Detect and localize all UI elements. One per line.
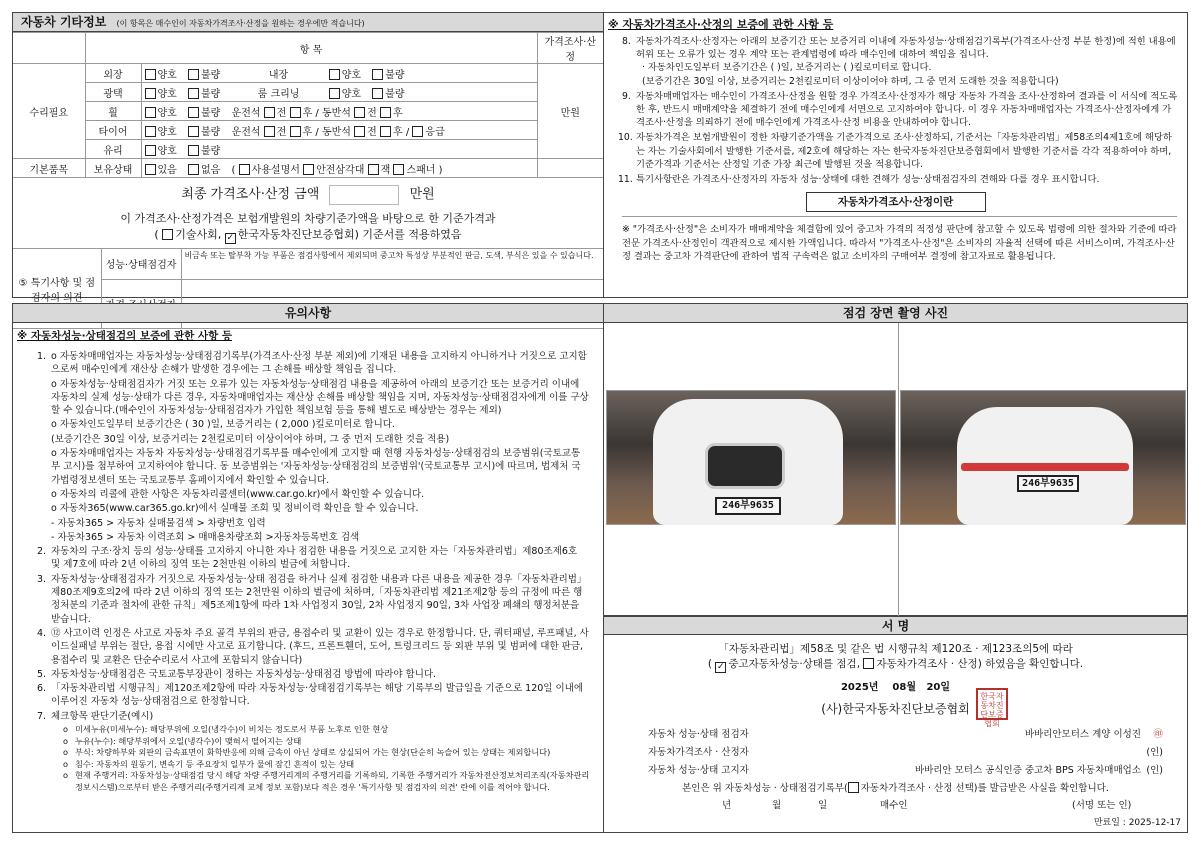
final-price-input[interactable] [329, 185, 399, 205]
signature-header: 서 명 [604, 616, 1187, 635]
note-item: o 자동차성능·상태점검자가 거짓 또는 오류가 있는 자동차성능·상태점검 내용을 제공하여 아래의 보증기간 또는 보증거리 이내에 자동차의 실제 성능·상태가 다른 경우, 자동차매매업자는 재산상 손해를 배상할 책임을 지며, 자동차성능·상태점검자에게 이를 구상할 수 있습니다.(매수인이 자동차성능·상태점검자가 가입한 책임보험 등을 통해 별도로 배상받는 경우는 제외) [51, 378, 589, 417]
buyer-row: 년 월 일 매수인 (서명 또는 인) [604, 797, 1187, 813]
photos-header: 점검 장면 촬영 사진 [604, 304, 1187, 323]
buyer-sign: (서명 또는 인) [1072, 800, 1132, 811]
note-item: 2. 자동차의 구조·장치 등의 성능·상태를 고지하지 아니한 자나 점검한 내용을 거짓으로 고지한 자는「자동차관리법」제80조제6호 및 제7호에 따라 2년 이하의 징역 또는 2천만원 이하의 벌금에 처합니다. [37, 546, 578, 571]
notes-panel [12, 303, 604, 833]
row-room-clean: 룸 크리닝 [257, 88, 300, 100]
basis-tech-checkbox[interactable] [162, 229, 173, 240]
row-own: 보유상태 [85, 159, 141, 178]
sign-performance-checkbox[interactable] [715, 662, 726, 673]
note-item: 1. o 자동차매매업자는 자동차성능·상태점검기록부(가격조사·산정 부분 제외)에 기재된 내용을 고지하지 아니하거나 거짓으로 고지함으로써 매수인에게 재산상 손해가 발생한 경우에는 그 손해를 배상할 책임을 집니다. [37, 351, 587, 376]
note-item: 4. ⑫ 사고이력 인정은 사고로 자동차 주요 골격 부위의 판금, 용접수리 및 교환이 있는 경우로 한정합니다. 단, 쿼터패널, 루프패널, 사이드실패널 부위는 절단, 용접 시에만 사고로 표기합니다. (후드, 프론트휀더, 도어, 트렁크리드 등 외판 부위 및 범퍼에 대한 판금, 용접수리 및 교환은 단순수리로서 사고에 포함되지 않습니다) [37, 627, 589, 666]
row-wheel: 휠 [85, 102, 141, 121]
criteria-item: o 부식: 차량하부와 외판의 금속표면이 화학반응에 의해 금속이 아닌 상태로 상실되어 가는 현상(단순히 녹슬어 있는 상태는 제외합니다) [63, 747, 591, 759]
exterior-good-checkbox[interactable] [145, 69, 156, 80]
note-item: (보증기간은 30일 이상, 보증거리는 2천킬로미터 이상이어야 하며, 그 중 먼저 도래한 것을 적용) [51, 433, 450, 445]
tire-driver-front-checkbox[interactable] [264, 126, 275, 137]
perf-inspector-label: 성능·상태점검자 [101, 249, 181, 280]
own-have-checkbox[interactable] [145, 164, 156, 175]
criteria-list [13, 724, 603, 793]
tire-passenger-front-checkbox[interactable] [354, 126, 365, 137]
final-price-label: 최종 가격조사·산정 금액 [181, 187, 320, 202]
wheel-driver-front-checkbox[interactable] [264, 107, 275, 118]
final-price-row [13, 184, 603, 206]
price-guarantee-title: ※ 자동차가격조사·산정의 보증에 관한 사항 등 [608, 18, 834, 31]
basis-line1: 이 가격조사·산정가격은 보험개발원의 차량기준가액을 바탕으로 한 기준가격과 [120, 212, 496, 225]
wheel-passenger-rear-checkbox[interactable] [380, 107, 391, 118]
front-car-photo [606, 390, 896, 525]
note-item: o 자동차인도일부터 보증기간은 ( 30 )일, 보증거리는 ( 2,000 )킬로미터로 합니다. [51, 419, 395, 431]
guarantee-item-8-note: (보증기간은 30일 이상, 보증거리는 2천킬로미터 이상이어야 하며, 그 중 먼저 도래한 것을 적용합니다) [642, 75, 1059, 87]
guarantee-item-8-period: · 자동차인도일부터 보증기간은 ( )일, 보증거리는 ( )킬로미터로 합니다. [642, 62, 932, 74]
panel-note: (이 항목은 매수인이 자동차가격조사·산정을 원하는 경우에만 적습니다) [116, 19, 365, 28]
row-exterior: 외장 [85, 64, 141, 83]
row-interior: 내장 [268, 69, 289, 81]
price-guarantee-panel: ※ 자동차가격조사·산정의 보증에 관한 사항 등 8. 자동차가격조사·산정자는 아래의 보증기간 또는 보증거리 이내에 자동차성능·상태점검기록부(가격조사·산정 부분 한정)에 적힌 내용에 허위 또는 오류가 있는 경우 계약 또는 관계법령에 따라 매수인에 대하여 책임을 집니다. · 자동차인도일부터 보증기간은 ( )일, 보증거리는 ( )킬로미터로 합니다. (보증기간은 30일 이상, 보증거리는 2천킬로미터 이상이어야 하며, 그 중 먼저 도래한 것을 적용합니다) 9. 자동차매매업자는 매수인이 가격조사·산정을 원할 경우 가격조사·산정자가 해당 자동차 가격을 조사·산정하여 결과를 이 서식에 적도록 한 후, 반드시 매매계약을 체결하기 전에 매수인에게 서면으로 고지하여야 합니다. 이 경우 자동차매매업자는 가격조사·산정자에게 가격조사·산정을 의뢰하기 전에 매수인에게 가격조사·산정 비용을 안내하여야 합니다. 10. 자동차가격은 보험개발원이 정한 차량기준가액을 기준가격으로 조사·산정하되, 기준서는「자동차관리법」제58조의4제1호에 해당하는 자는 기술사회에서 발행한 기준서를, 제2호에 해당하는 자는 한국자동차진단보증협회에서 발행한 기준서를 각각 적용하여야 하며, 기준가격과 기준서는 산정일 기준 가장 최근에 발행된 것을 적용합니다. 11. 특기사항란은 가격조사·산정자의 자동차 성능·상태에 대한 견해가 성능·상태점검자의 견해와 다를 경우 표시합니다. 자동차가격조사·산정이란 ※ "가격조사·산정"은 소비자가 매매계약을 체결함에 있어 중고차 가격의 적정성 판단에 참고할 수 있도록 법령에 의한 절차와 기준에 따라 전문 가격조사·산정인이 객관적으로 제시한 가액입니다. 따라서 "가격조사·산정"은 소비자의 자율적 선택에 따른 서비스이며, 가격조사·산정 결과는 중고차 가격판단에 관하여 법적 구속력은 없고 소비자의 구매여부 결정에 참고자료로 활용됩니다. [604, 12, 1188, 298]
front-license-plate: 246부9635 [715, 497, 781, 515]
sign-row: 자동차가격조사 · 산정자 (인) [604, 742, 1187, 760]
glass-good-checkbox[interactable] [145, 145, 156, 156]
interior-good-checkbox[interactable] [329, 69, 340, 80]
note-item: o 자동차매매업자는 자동차 자동차성능·상태점검기록부를 매수인에게 고지할 때 현행 자동차성능·상태점검의 보증범위(국토교통부 고시)를 첨부하여 고지하여야 합니다. 동 보증범위는 '자동차성능·상태점검의 보증범위'(국토교통부 고시)에 따르며, 법제처 국가법령정보센터 또는 국토교통부 홈페이지에서 확인할 수 있습니다. [51, 448, 581, 486]
criteria-item: o 침수: 자동차의 원동기, 변속기 등 주요장치 일부가 물에 잠긴 흔적이 있는 상태 [63, 759, 591, 771]
item-manual-checkbox[interactable] [239, 164, 250, 175]
tire-passenger-rear-checkbox[interactable] [380, 126, 391, 137]
organization-stamp: 한국자동차진단보증협회 [976, 688, 1008, 720]
note-item: 5. 자동차성능·상태점검은 국토교통부장관이 정하는 자동차성능·상태점검 방법에 따라야 합니다. [37, 668, 437, 680]
guarantee-item-10: 자동차가격은 보험개발원이 정한 차량기준가액을 기준가격으로 조사·산정하되, 기준서는「자동차관리법」제58조의4제1호에 해당하는 자는 기술사회에서 발행한 기준서를, 제2호에 해당하는 자는 한국자동차진단보증협회에서 발행한 기준서를 각각 적용하여야 하며, 기준가격과 기준서는 산정일 기준 가장 최근에 발행된 것을 적용합니다. [636, 132, 1172, 170]
wheel-driver-rear-checkbox[interactable] [290, 107, 301, 118]
item-spanner-checkbox[interactable] [393, 164, 404, 175]
sign-price-checkbox[interactable] [863, 658, 874, 669]
wheel-good-checkbox[interactable] [145, 107, 156, 118]
note-item: - 자동차365 > 자동차 이력조회 > 매매용차량조회 >자동차등록번호 검색 [51, 531, 360, 543]
item-jack-checkbox[interactable] [368, 164, 379, 175]
item-triangle-checkbox[interactable] [303, 164, 314, 175]
perf-inspector-text: 비금속 또는 탈부착 가능 부품은 점검사항에서 제외되며 중고차 특성상 부분적인 판금, 도색, 부식은 있을 수 있습니다. [181, 249, 603, 280]
guarantee-item-9: 자동차매매업자는 매수인이 가격조사·산정을 원할 경우 가격조사·산정자가 해당 자동차 가격을 조사·산정하여 결과를 이 서식에 적도록 한 후, 반드시 매매계약을 체결하기 전에 매수인에게 서면으로 고지하여야 합니다. 이 경우 자동차매매업자는 가격조사·산정자에게 가격조사·산정을 의뢰하기 전에 매수인에게 가격조사·산정 비용을 안내하여야 합니다. [636, 90, 1178, 129]
tire-driver-rear-checkbox[interactable] [290, 126, 301, 137]
col-price: 가격조사·산정 [537, 33, 603, 64]
note-item: o 자동차365(www.car365.go.kr)에서 실매물 조회 및 정비이력 확인을 할 수 있습니다. [51, 503, 419, 515]
room-good-checkbox[interactable] [329, 88, 340, 99]
vehicle-other-info-panel: 자동차 기타정보 (이 항목은 매수인이 자동차가격조사·산정을 원하는 경우에만 적습니다) 항 목 가격조사·산정 수리필요 외장 양호 불량 내장 양호 불량 만원 광택 양호 불량 룸 크리닝 양호 불량 휠 양호 불량 운전석 전 후 / 동반석 전 후 타이어 양호 불량 운전석 전 후 / 동반석 전 후 / 응급 유리 양호 불량 기본품목 보유상태 있음 없음 ( 사용설명서 안전삼각대 잭 스패너 ) 최종 가격조사·산정 금액 만원 이 가격조사·산정가격은 보험개발원의 차량기준가액을 바탕으로 한 기준가격과 ( 기술사회, ✓ 한국자동차진단보증협회) 기준서를 적용하였음 ⑤ 특기사항 및 점검자의 의견 성능·상태점검자 비금속 또는 탈부착 가능 부품은 점검사항에서 제외되며 중고차 특성상 부분적인 판금, 도색, 부식은 있을 수 있습니다. [12, 12, 604, 298]
wheel-bad-checkbox[interactable] [188, 107, 199, 118]
glass-bad-checkbox[interactable] [188, 145, 199, 156]
signature-panel: 서 명 「자동차관리법」제58조 및 같은 법 시행규칙 제120조 · 제123조의5에 따라 ( ✓중고자동차성능·상태를 점검, 자동차가격조사 · 산정) 하였음을 확인합니다. 2025년 08월 20일 (사)한국자동차진단보증협회 한국자동차진단보증협회 자동차 성능·상태 점검자 바바리안모터스 계양 이성진 ㊞ 자동차가격조사 · 산정자 (인) 자동차 성능·상태 고지자 바바리안 모터스 공식인증 중고차 BPS 자동차매매업소 (인) 본인은 위 자동차성능 · 상태점검기록부( 자동차가격조사 · 산정 선택)를 발급받은 사실을 확인합니다. 년 월 일 매수인 (서명 또는 인) 만료일 : 2025-12-17 [604, 616, 1188, 833]
tire-good-checkbox[interactable] [145, 126, 156, 137]
tire-spare-checkbox[interactable] [412, 126, 423, 137]
own-none-checkbox[interactable] [188, 164, 199, 175]
front-grille [705, 443, 785, 489]
row-gloss: 광택 [85, 83, 141, 102]
sign-rows [604, 724, 1187, 778]
notes-header: 유의사항 [13, 304, 603, 323]
sign-date: 2025년 08월 20일 [840, 682, 951, 693]
row-glass: 유리 [85, 140, 141, 159]
seal-mark: (인) [1146, 765, 1163, 776]
gloss-bad-checkbox[interactable] [188, 88, 199, 99]
seal-mark: (인) [1146, 747, 1163, 758]
rear-car-photo [900, 390, 1186, 525]
wheel-passenger-front-checkbox[interactable] [354, 107, 365, 118]
panel-title: 자동차 기타정보 [21, 15, 107, 29]
criteria-item: o 현재 주행거리: 자동차성능·상태점검 당시 해당 차량 주행거리계의 주행거리를 기록하되, 기록한 주행거리가 자동차전산정보처리조직(자동차관리정보시스템)으로부터 받은 주행거리(주행거리계 교체 정보 포함)보다 적은 경우 '특기사항 및 점검자의 의견' 란에 이를 적어야 합니다. [63, 770, 591, 793]
note-item: 7. 체크항목 판단기준(예시) [37, 710, 154, 722]
note-item: - 자동차365 > 자동차 실매물검색 > 차량번호 입력 [51, 517, 266, 529]
criteria-item: o 누유(누수): 해당부위에서 오일(냉각수)이 맺혀서 떨어지는 상태 [63, 736, 591, 748]
criteria-item: o 미세누유(미세누수): 해당부위에 오일(냉각수)이 비치는 정도로서 부품 노후로 인한 현상 [63, 724, 591, 736]
gloss-good-checkbox[interactable] [145, 88, 156, 99]
repair-table: 항 목 가격조사·산정 수리필요 외장 양호 불량 내장 양호 불량 만원 광택 양호 불량 룸 크리닝 양호 불량 휠 양호 불량 운전석 전 후 / 동반석 전 후 타이어 양호 불량 운전석 전 후 / 동반석 전 후 / 응급 유리 양호 불량 기본품목 보유상태 있음 없음 ( 사용설명서 안전삼각대 잭 스패너 ) [13, 32, 603, 178]
note-item: o 자동차의 리콜에 관한 사항은 자동차리콜센터(www.car.go.kr)에서 확인할 수 있습니다. [51, 488, 425, 500]
buyer-label: 매수인 [880, 800, 908, 811]
special-label: ⑤ 특기사항 및 점검자의 의견 [13, 249, 101, 329]
exterior-bad-checkbox[interactable] [188, 69, 199, 80]
note-item: 3. 자동차성능·상태점검자가 거짓으로 자동차성능·상태 점검을 하거나 실제 점검한 내용과 다른 내용을 제공한 경우「자동차관리법」제80조제9호의2에 따라 2년 이하의 징역 또는 2천만원 이하의 벌금에 처하며,「자동차관리법 제21조제2항 등의 규정에 따른 행정처분의 기준과 절차에 관한 규칙」제5조제1항에 따라 1차 사업정지 30일, 2차 사업정지 90일, 3차 사업장 폐쇄의 행정처분을 받습니다. [37, 573, 587, 625]
notes-list [13, 348, 603, 723]
sign-row: 자동차 성능·상태 고지자 바바리안 모터스 공식인증 중고차 BPS 자동차매매업소 (인) [604, 760, 1187, 778]
rear-license-plate: 246부9635 [1017, 475, 1079, 492]
group-repair: 수리필요 [13, 64, 85, 159]
final-price-unit: 만원 [409, 187, 435, 202]
rear-taillight [961, 463, 1129, 471]
expiry-date: 만료일 : 2025-12-17 [1093, 818, 1181, 828]
room-bad-checkbox[interactable] [372, 88, 383, 99]
basis-kadi-checkbox[interactable] [225, 233, 236, 244]
inspector-seal: ㊞ [1153, 729, 1163, 740]
interior-bad-checkbox[interactable] [372, 69, 383, 80]
guarantee-item-11: 특기사항란은 가격조사·산정자의 자동차 성능·상태에 대한 견해가 성능·상태점검자의 견해와 다를 경우 표시합니다. [636, 174, 1100, 186]
receipt-price-checkbox[interactable] [848, 782, 859, 793]
group-basic: 기본품목 [13, 159, 85, 178]
sign-law-line: 「자동차관리법」제58조 및 같은 법 시행규칙 제120조 · 제123조의5에 따라 [718, 643, 1073, 655]
sign-row: 자동차 성능·상태 점검자 바바리안모터스 계양 이성진 ㊞ [604, 724, 1187, 742]
notes-title: ※ 자동차성능·상태점검의 보증에 관한 사항 등 [17, 330, 233, 342]
price-unit: 만원 [537, 64, 603, 159]
price-definition-text: ※ "가격조사·산정"은 소비자가 매매계약을 체결함에 있어 중고차 가격의 적정성 판단에 참고할 수 있도록 법령에 의한 절차와 기준에 따라 전문 가격조사·산정인이 객관적으로 제시한 가액입니다. 따라서 "가격조사·산정"은 소비자의 자율적 선택에 따른 서비스이며, 가격조사·산정 결과는 중고차 가격판단에 관하여 법적 구속력은 없고 소비자의 구매여부 결정에 참고자료로 활용됩니다. [622, 216, 1177, 264]
price-definition-title: 자동차가격조사·산정이란 [806, 192, 986, 212]
photos-panel [604, 303, 1188, 616]
col-item: 항 목 [85, 33, 537, 64]
row-tire: 타이어 [85, 121, 141, 140]
note-item: 6. 「자동차관리법 시행규칙」제120조제2항에 따라 자동차성능·상태점검기록부는 해당 기록부의 발급일을 기준으로 120일 이내에 이루어진 자동차 성능·상태점검으로 한정합니다. [37, 683, 584, 708]
tire-bad-checkbox[interactable] [188, 126, 199, 137]
guarantee-item-8: 자동차가격조사·산정자는 아래의 보증기간 또는 보증거리 이내에 자동차성능·상태점검기록부(가격조사·산정 부분 한정)에 적힌 내용에 허위 또는 오류가 있는 경우 계약 또는 관계법령에 따라 매수인에 대하여 책임을 집니다. [636, 36, 1176, 61]
receipt-line: 본인은 위 자동차성능 · 상태점검기록부( 자동차가격조사 · 산정 선택)를 발급받은 사실을 확인합니다. [682, 783, 1109, 794]
sign-organization: (사)한국자동차진단보증협회 [821, 702, 970, 716]
